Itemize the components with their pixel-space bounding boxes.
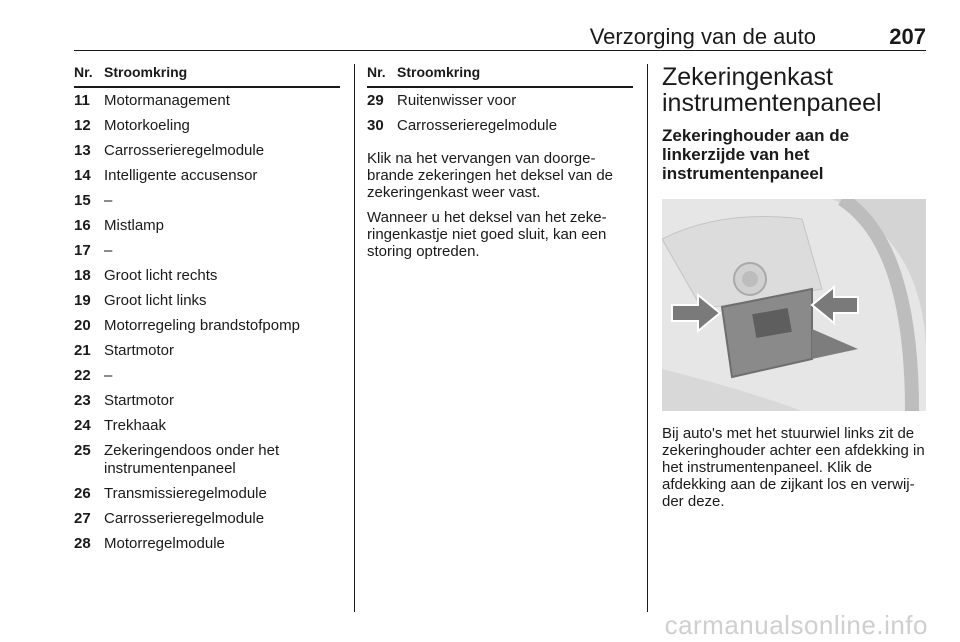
table-row xyxy=(74,388,340,413)
table-row xyxy=(367,113,633,138)
fuse-number: 12 xyxy=(74,117,91,134)
circuit-name: Trekhaak xyxy=(104,417,166,434)
circuit-name: Zekeringendoos onder het instrumentenpaneel xyxy=(104,442,280,477)
table-row xyxy=(74,363,340,388)
table-row xyxy=(74,313,340,338)
header-nr: Nr. xyxy=(74,64,93,80)
table-row xyxy=(74,238,340,263)
circuit-name: Intelligente accusensor xyxy=(104,167,258,184)
paragraph: Wanneer u het deksel van het zeke-ringenkastje niet goed sluit, kan een storing optreden. xyxy=(367,209,607,260)
fuse-number: 29 xyxy=(367,92,384,109)
table-row xyxy=(74,188,340,213)
table-row xyxy=(74,413,340,438)
fuse-number: 26 xyxy=(74,485,91,502)
circuit-name: Motorregelmodule xyxy=(104,535,225,552)
table-row xyxy=(367,88,633,113)
circuit-name: Transmissieregelmodule xyxy=(104,485,267,502)
watermark: carmanualsonline.info xyxy=(664,610,928,640)
fuse-number: 16 xyxy=(74,217,91,234)
table-row xyxy=(74,88,340,113)
circuit-name: – xyxy=(104,242,113,259)
table-row xyxy=(74,288,340,313)
fuse-table-1 xyxy=(74,64,340,556)
page-number: 207 xyxy=(889,24,926,49)
fuse-number: 28 xyxy=(74,535,91,552)
column-divider xyxy=(647,64,648,612)
table-row xyxy=(74,138,340,163)
fuse-number: 11 xyxy=(74,92,90,109)
fuse-number: 19 xyxy=(74,292,91,309)
circuit-name: Motorregeling brandstofpomp xyxy=(104,317,300,334)
circuit-name: Groot licht links xyxy=(104,292,207,309)
column-divider xyxy=(354,64,355,612)
sub-heading: Zekeringhouder aan de linkerzijde van het instrumentenpaneel xyxy=(662,126,850,183)
fuse-number: 20 xyxy=(74,317,91,334)
circuit-name: Carrosserieregelmodule xyxy=(397,117,558,134)
fuse-number: 13 xyxy=(74,142,91,159)
fuse-number: 17 xyxy=(74,242,91,259)
fuse-number: 22 xyxy=(74,367,91,384)
header-circuit: Stroomkring xyxy=(104,64,188,80)
circuit-name: Carrosserieregelmodule xyxy=(104,142,265,159)
fuse-number: 27 xyxy=(74,510,91,527)
table-row xyxy=(74,263,340,288)
fuse-number: 23 xyxy=(74,392,91,409)
table-row xyxy=(74,438,340,481)
paragraph: Klik na het vervangen van doorge-brande zekeringen het deksel van de zekeringenkast weer vast. xyxy=(367,150,614,201)
table-header xyxy=(74,64,340,88)
fuse-number: 24 xyxy=(74,417,91,434)
header-circuit: Stroomkring xyxy=(397,64,481,80)
circuit-name: Motorkoeling xyxy=(104,117,190,134)
circuit-name: Startmotor xyxy=(104,342,175,359)
table-header xyxy=(367,64,633,88)
table-body xyxy=(367,88,633,138)
table-row xyxy=(74,506,340,531)
instrument-panel-section xyxy=(662,64,926,510)
table-row xyxy=(74,531,340,556)
circuit-name: Startmotor xyxy=(104,392,175,409)
fuse-table-2-column xyxy=(367,64,633,260)
table-body xyxy=(74,88,340,556)
table-row xyxy=(74,338,340,363)
fuse-cover-illustration xyxy=(662,199,926,411)
circuit-name: Motormanagement xyxy=(104,92,230,109)
fuse-number: 15 xyxy=(74,192,91,209)
circuit-name: Ruitenwisser voor xyxy=(397,92,517,109)
fuse-number: 14 xyxy=(74,167,91,184)
section-heading: Zekeringenkast instrumentenpaneel xyxy=(662,63,882,117)
fuse-number: 18 xyxy=(74,267,91,284)
circuit-name: Groot licht rechts xyxy=(104,267,218,284)
circuit-name: – xyxy=(104,192,113,209)
fuse-number: 30 xyxy=(367,117,384,134)
circuit-name: – xyxy=(104,367,113,384)
header-nr: Nr. xyxy=(367,64,386,80)
paragraph: Bij auto's met het stuurwiel links zit de zekeringhouder achter een afdekking in het instrumentenpaneel. Klik de afdekking aan de zijkant los en verwij-der deze. xyxy=(662,425,925,510)
table-row xyxy=(74,113,340,138)
circuit-name: Carrosserieregelmodule xyxy=(104,510,265,527)
circuit-name: Mistlamp xyxy=(104,217,165,234)
fuse-number: 25 xyxy=(74,442,91,459)
section-title: Verzorging van de auto xyxy=(589,24,816,49)
page-header xyxy=(74,0,926,51)
table-row xyxy=(74,163,340,188)
fuse-number: 21 xyxy=(74,342,91,359)
table-row xyxy=(74,213,340,238)
table-row xyxy=(74,481,340,506)
